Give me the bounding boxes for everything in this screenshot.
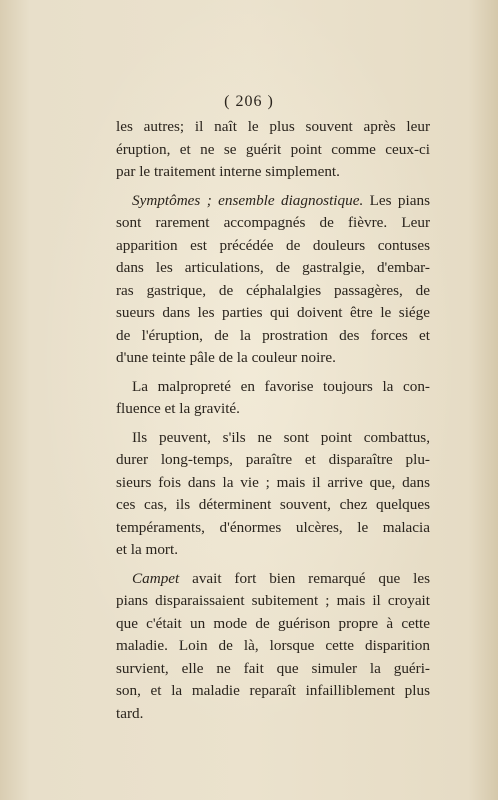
paragraph-3: [116, 376, 430, 421]
text-line: fluence et la gravité.: [116, 400, 240, 417]
paragraph-5: [116, 568, 430, 726]
text-line: La malpropreté en favorise toujours la con-: [132, 377, 430, 395]
text-line: d'une teinte pâle de la couleur noire.: [116, 349, 336, 366]
text-line: éruption, et ne se guérit point comme ceux-ci: [116, 140, 430, 158]
text-line: survient, elle ne fait que simuler la guéri-: [116, 659, 430, 677]
lead-rest: avait fort bien remarqué que les: [179, 569, 430, 587]
text-line: tard.: [116, 704, 144, 722]
text-line: et la mort.: [116, 541, 178, 558]
text-line: que c'était un mode de guérison propre à cette: [116, 614, 430, 632]
text-line-lead: [116, 190, 430, 213]
text-line: sueurs dans les parties qui doivent être le siége: [116, 304, 430, 321]
text-line: dans les articulations, de gastralgie, d'embar-: [116, 259, 430, 276]
text-line: son, et la maladie reparaît infailliblement plus: [116, 682, 430, 699]
text-line: durer long-temps, paraître et disparaître plu-: [116, 451, 430, 468]
text-line: apparition est précédée de douleurs contuses: [116, 236, 430, 254]
lead-rest: Les pians: [363, 191, 430, 209]
text-line: maladie. Loin de là, lorsque cette disparition: [116, 637, 430, 654]
text-line: ces cas, ils déterminent souvent, chez quelques: [116, 496, 430, 513]
author-name-italic: Campet: [132, 569, 180, 587]
paragraph-1: [116, 116, 430, 184]
text-line: sieurs fois dans la vie ; mais il arrive que, dans: [116, 473, 430, 491]
page-number: ( 206 ): [224, 93, 274, 110]
text-line: les autres; il naît le plus souvent après leur: [116, 118, 430, 135]
text-line: de l'éruption, de la prostration des forces et: [116, 326, 430, 344]
text-line: pians disparaissaient subitement ; mais il croyait: [116, 592, 430, 609]
body-text: [116, 116, 430, 725]
text-line: ras gastrique, de céphalalgies passagères, de: [116, 281, 430, 299]
text-line-lead: [116, 568, 430, 591]
paragraph-4: [116, 427, 430, 562]
text-line: sont rarement accompagnés de fièvre. Leur: [116, 214, 430, 231]
paragraph-2: [116, 190, 430, 370]
text-line: tempéraments, d'énormes ulcères, le malacia: [116, 518, 430, 536]
section-heading-italic: Symptômes ; ensemble diagnostique.: [132, 191, 364, 209]
text-line: par le traitement interne simplement.: [116, 163, 340, 180]
text-line: Ils peuvent, s'ils ne sont point combattus,: [132, 428, 430, 446]
